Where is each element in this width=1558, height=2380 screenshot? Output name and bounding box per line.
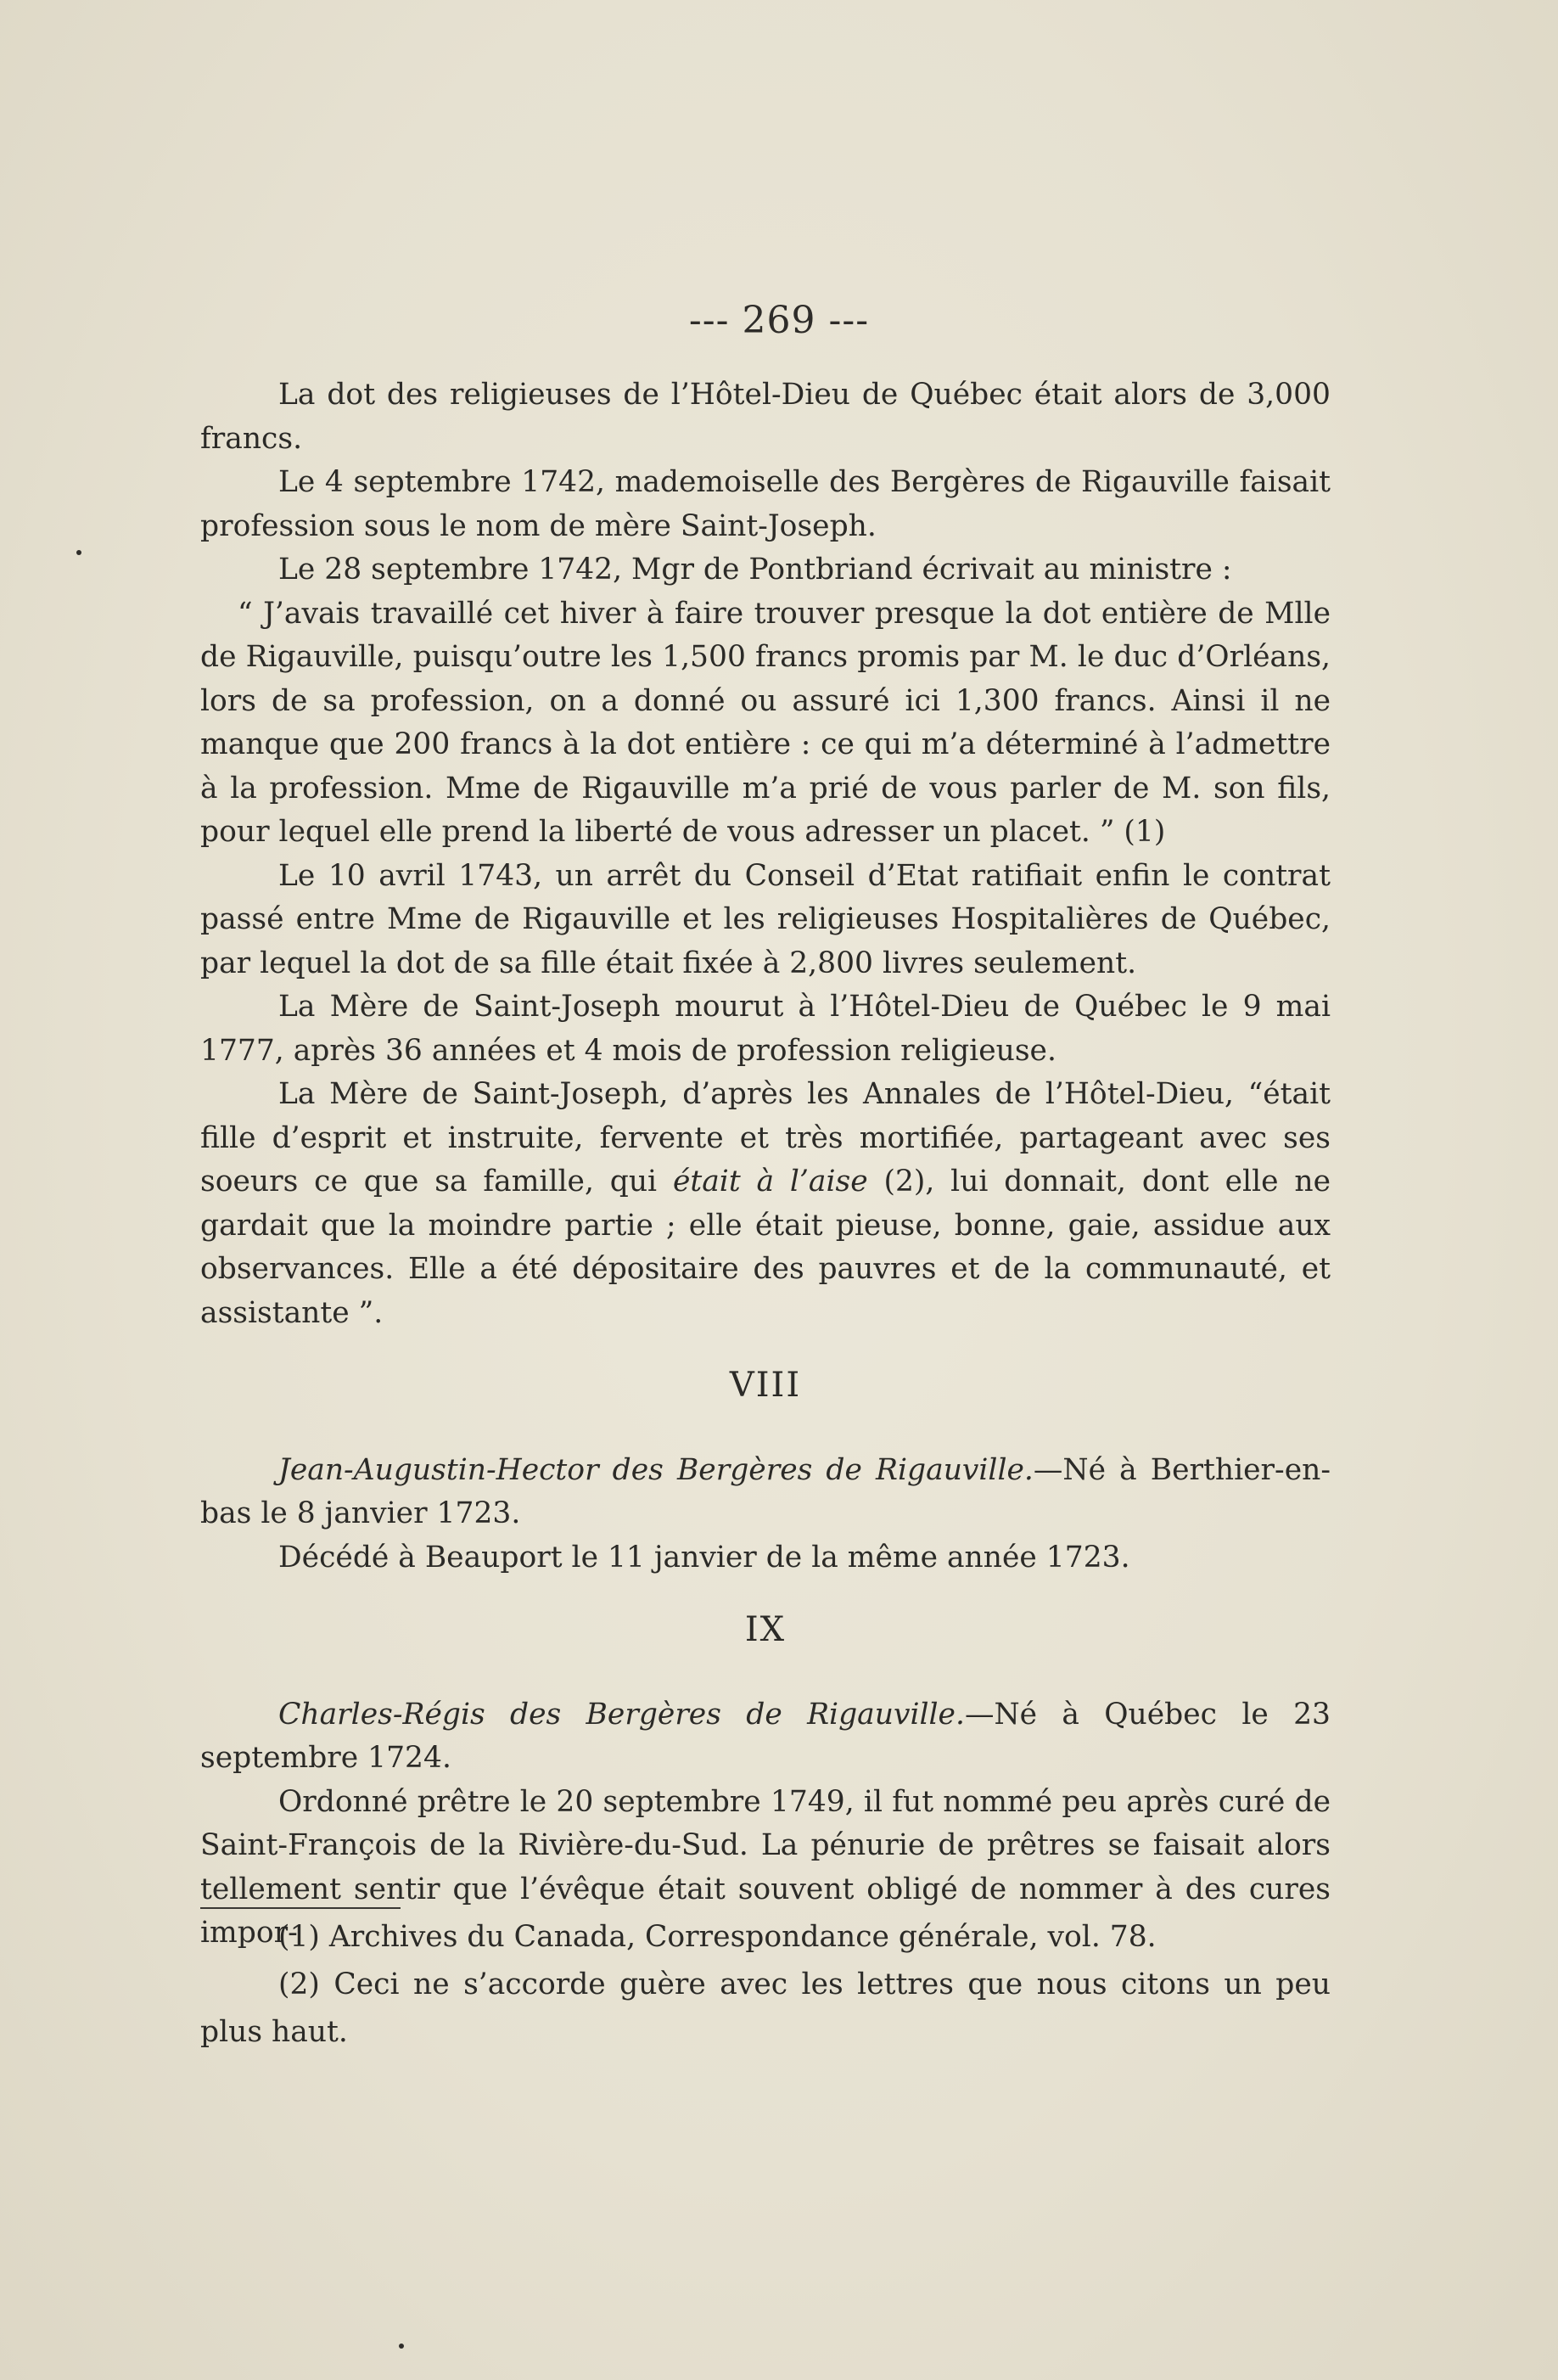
- quotation-paragraph: “ J’avais travaillé cet hiver à faire trouver presque la dot entière de Mlle de Rigauville, puisqu’outre les 1,500 francs promis par M. le duc d’Orléans, lors de sa profession, on a donné ou assuré ici 1,300 francs. Ainsi il ne manque que 200 francs à la dot entière : ce qui m’a déterminé à l’admettre à la profession. Mme de Rigauville m’a prié de vous parler de M. son fils, pour lequel elle prend la liberté de vous adresser un placet. ” (1): [200, 596, 1331, 849]
- page-number: --- 269 ---: [688, 299, 870, 342]
- entry-name: Jean-Augustin-Hector des Bergères de Rigauville.: [278, 1452, 1034, 1487]
- annales-text-2: (2), lui donnait, dont elle ne gardait que la moindre partie ; elle était pieuse, bonne, gaie, assidue aux observances. Elle a été dépositaire des pauvres et de la communauté, et assistante ”.: [200, 1165, 1331, 1330]
- entry-birth: —Né à Berthier-en-bas le 8 janvier 1723.: [200, 1452, 1331, 1530]
- footnote: (1) Archives du Canada, Correspondance générale, vol. 78.: [278, 1920, 1157, 1954]
- section-heading-ix: IX: [744, 1610, 787, 1649]
- ink-speck: [399, 2344, 404, 2349]
- entry-paragraph: [200, 1449, 1331, 1536]
- paragraph: La dot des religieuses de l’Hôtel-Dieu de Québec était alors de 3,000 francs.: [200, 378, 1331, 456]
- paragraph: La Mère de Saint-Joseph mourut à l’Hôtel-Dieu de Québec le 9 mai 1777, après 36 années et 4 mois de profession religieuse.: [200, 990, 1331, 1068]
- entry-name: Charles-Régis des Bergères de Rigauville.: [278, 1697, 965, 1732]
- footnotes: [200, 1913, 1331, 2056]
- footnote: (2) Ceci ne s’accorde guère avec les lettres que nous citons un peu plus haut.: [200, 1967, 1331, 2049]
- paragraph: Décédé à Beauport le 11 janvier de la même année 1723.: [278, 1540, 1130, 1575]
- annales-text-1: La Mère de Saint-Joseph, d’après les Annales de l’Hôtel-Dieu, “était fille d’esprit et instruite, fervente et très mortifiée, partageant avec ses soeurs ce que sa famille, qui: [200, 1077, 1331, 1198]
- footnote-divider: [200, 1907, 401, 1909]
- paragraph: Le 4 septembre 1742, mademoiselle des Bergères de Rigauville faisait profession sous le nom de mère Saint-Joseph.: [200, 465, 1331, 543]
- annales-paragraph: [200, 1073, 1331, 1335]
- ink-speck: [76, 550, 81, 555]
- paragraph: Le 28 septembre 1742, Mgr de Pontbriand écrivait au ministre :: [278, 553, 1232, 587]
- paragraph: Le 10 avril 1743, un arrêt du Conseil d’Etat ratifiait enfin le contrat passé entre Mme de Rigauville et les religieuses Hospitalières de Québec, par lequel la dot de sa fille était fixée à 2,800 livres seulement.: [200, 858, 1331, 980]
- section-heading-viii: VIII: [729, 1366, 802, 1405]
- entry-paragraph: [200, 1693, 1331, 1781]
- entry-birth: —Né à Québec le 23 septembre 1724.: [200, 1697, 1331, 1775]
- paragraph: Ordonné prêtre le 20 septembre 1749, il fut nommé peu après curé de Saint-François de la Rivière-du-Sud. La pénurie de prêtres se faisait alors tellement sentir que l’évêque était souvent obligé de nommer à des cures impor-: [200, 1784, 1331, 1950]
- main-text: [200, 373, 1331, 1956]
- annales-italic: était à l’aise: [672, 1165, 868, 1198]
